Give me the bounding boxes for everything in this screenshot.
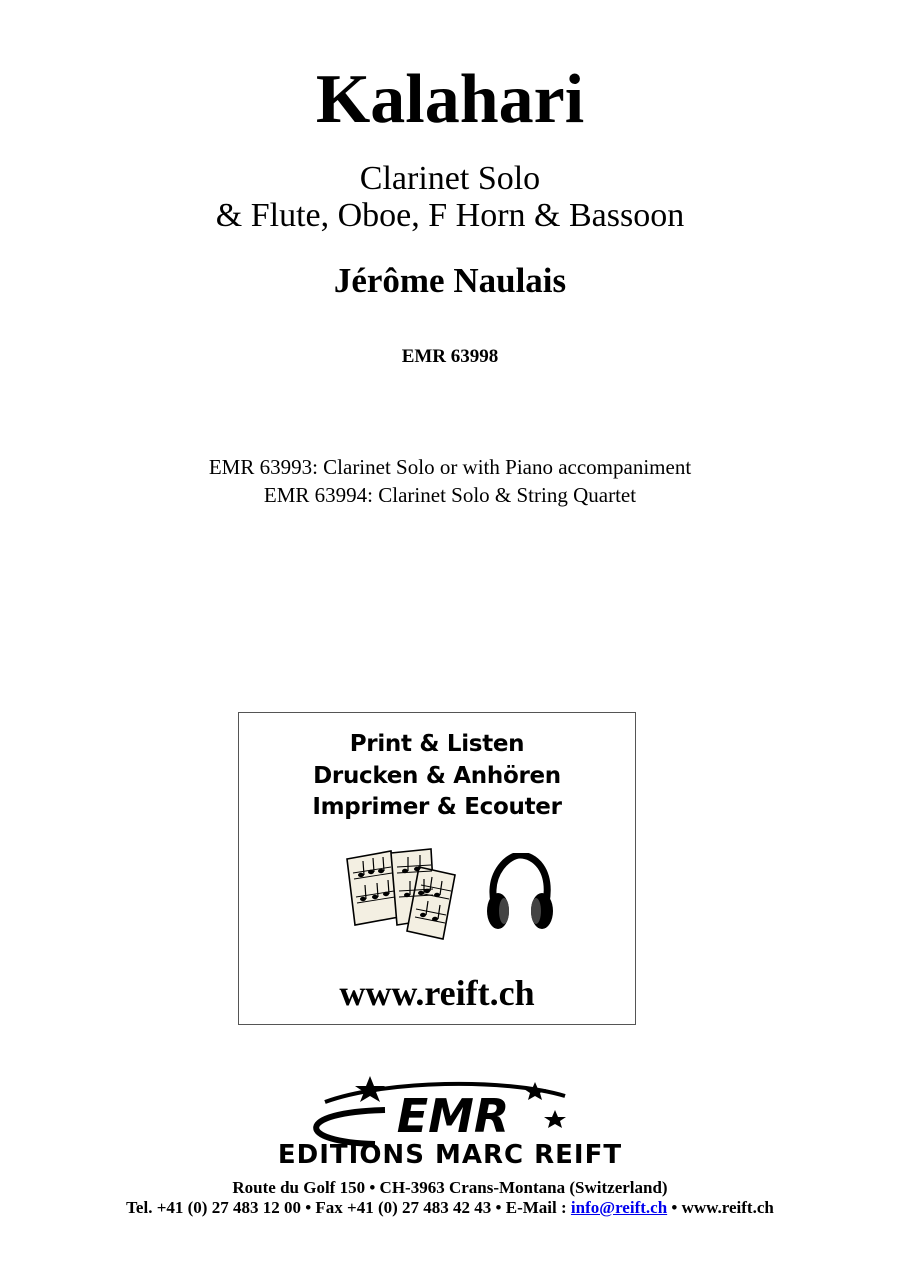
publisher-contact — [0, 1198, 900, 1218]
email-link[interactable]: info@reift.ch — [570, 1198, 668, 1217]
instrumentation-line-2: & Flute, Oboe, F Horn & Bassoon — [215, 197, 685, 234]
composer-name: Jérôme Naulais — [333, 261, 567, 300]
promo-line-french: Imprimer & Ecouter — [312, 794, 562, 820]
related-edition-1: EMR 63993: Clarinet Solo or with Piano accompaniment — [208, 455, 692, 479]
contact-phone-fax: Tel. +41 (0) 27 483 12 00 • Fax +41 (0) 27 483 42 43 • E-Mail : — [126, 1198, 571, 1217]
sheet-music-icon — [339, 845, 467, 941]
print-listen-box — [238, 712, 636, 1025]
website-url[interactable]: www.reift.ch — [339, 973, 535, 1013]
publisher-name: EDITIONS MARC REIFT — [277, 1140, 623, 1170]
promo-line-english: Print & Listen — [349, 731, 525, 757]
contact-website: • www.reift.ch — [667, 1198, 774, 1217]
publisher-address: Route du Golf 150 • CH-3963 Crans-Montana (Switzerland) — [232, 1178, 668, 1197]
piece-title: Kalahari — [315, 61, 585, 138]
related-edition-2: EMR 63994: Clarinet Solo & String Quartet — [263, 483, 637, 507]
logo-mark-text: EMR — [396, 1089, 510, 1143]
instrumentation-line-1: Clarinet Solo — [359, 160, 541, 197]
headphones-icon — [484, 853, 554, 933]
catalog-number: EMR 63998 — [401, 346, 499, 367]
promo-line-german: Drucken & Anhören — [313, 763, 561, 789]
